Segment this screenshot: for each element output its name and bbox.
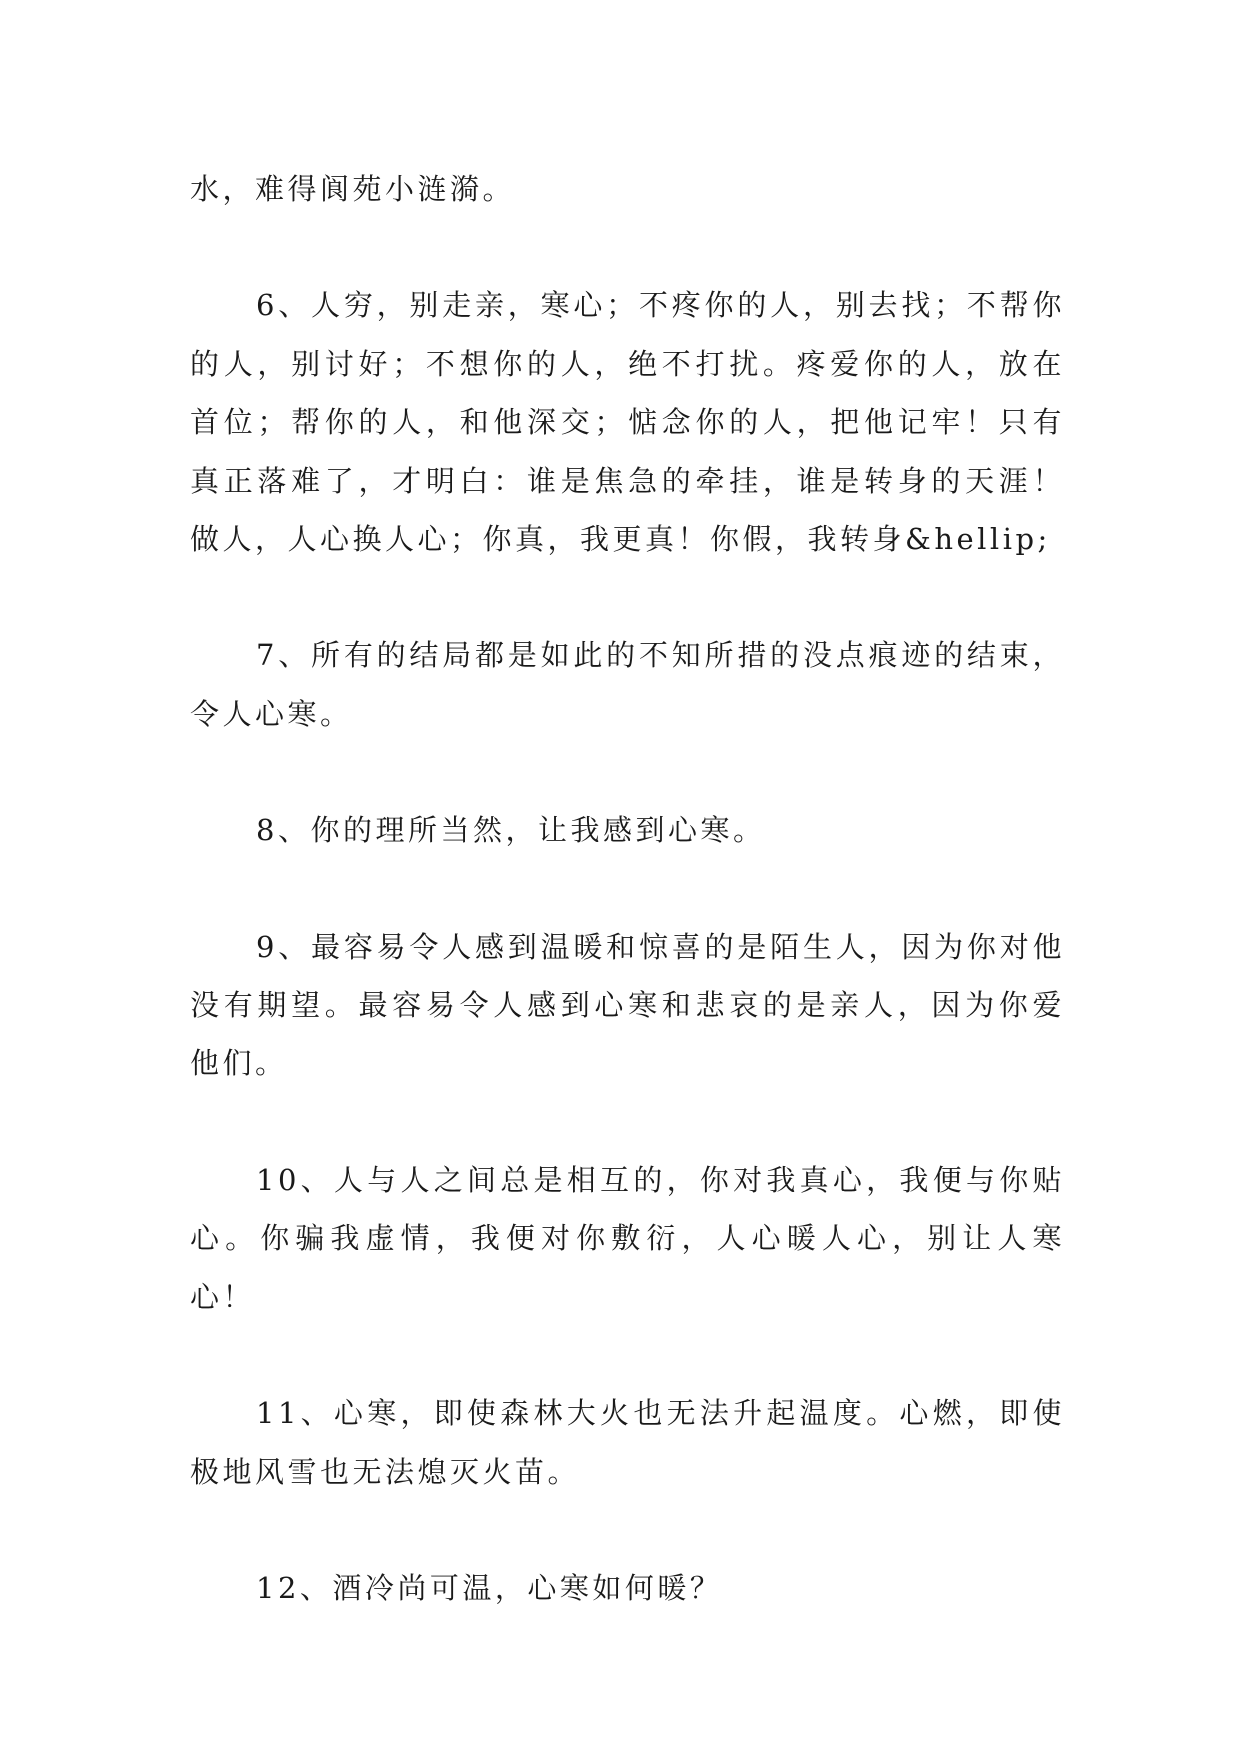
paragraph-item-6: 6、人穷，别走亲，寒心；不疼你的人，别去找；不帮你的人，别讨好；不想你的人，绝不打扰。疼爱你的人，放在首位；帮你的人，和他深交；惦念你的人，把他记牢！只有真正落难了，才明白：谁是焦急的牵挂，谁是转身的天涯！做人，人心换人心；你真，我更真！你假，我转身&hellip; bbox=[190, 288, 1065, 557]
paragraph-continuation: 水，难得阆苑小涟漪。 bbox=[190, 172, 516, 206]
document-body bbox=[190, 160, 1065, 1675]
paragraph-item-7: 7、所有的结局都是如此的不知所措的没点痕迹的结束，令人心寒。 bbox=[190, 638, 1065, 731]
paragraph-item-12: 12、酒冷尚可温，心寒如何暖？ bbox=[256, 1570, 723, 1605]
paragraph-item-9: 9、最容易令人感到温暖和惊喜的是陌生人，因为你对他没有期望。最容易令人感到心寒和悲哀的是亲人，因为你爱他们。 bbox=[190, 929, 1065, 1081]
paragraph-item-8: 8、你的理所当然，让我感到心寒。 bbox=[256, 813, 766, 848]
paragraph-item-11: 11、心寒，即使森林大火也无法升起温度。心燃，即使极地风雪也无法熄灭火苗。 bbox=[190, 1396, 1065, 1489]
paragraph-item-10: 10、人与人之间总是相互的，你对我真心，我便与你贴心。你骗我虚情，我便对你敷衍，人心暖人心，别让人寒心！ bbox=[190, 1162, 1065, 1314]
